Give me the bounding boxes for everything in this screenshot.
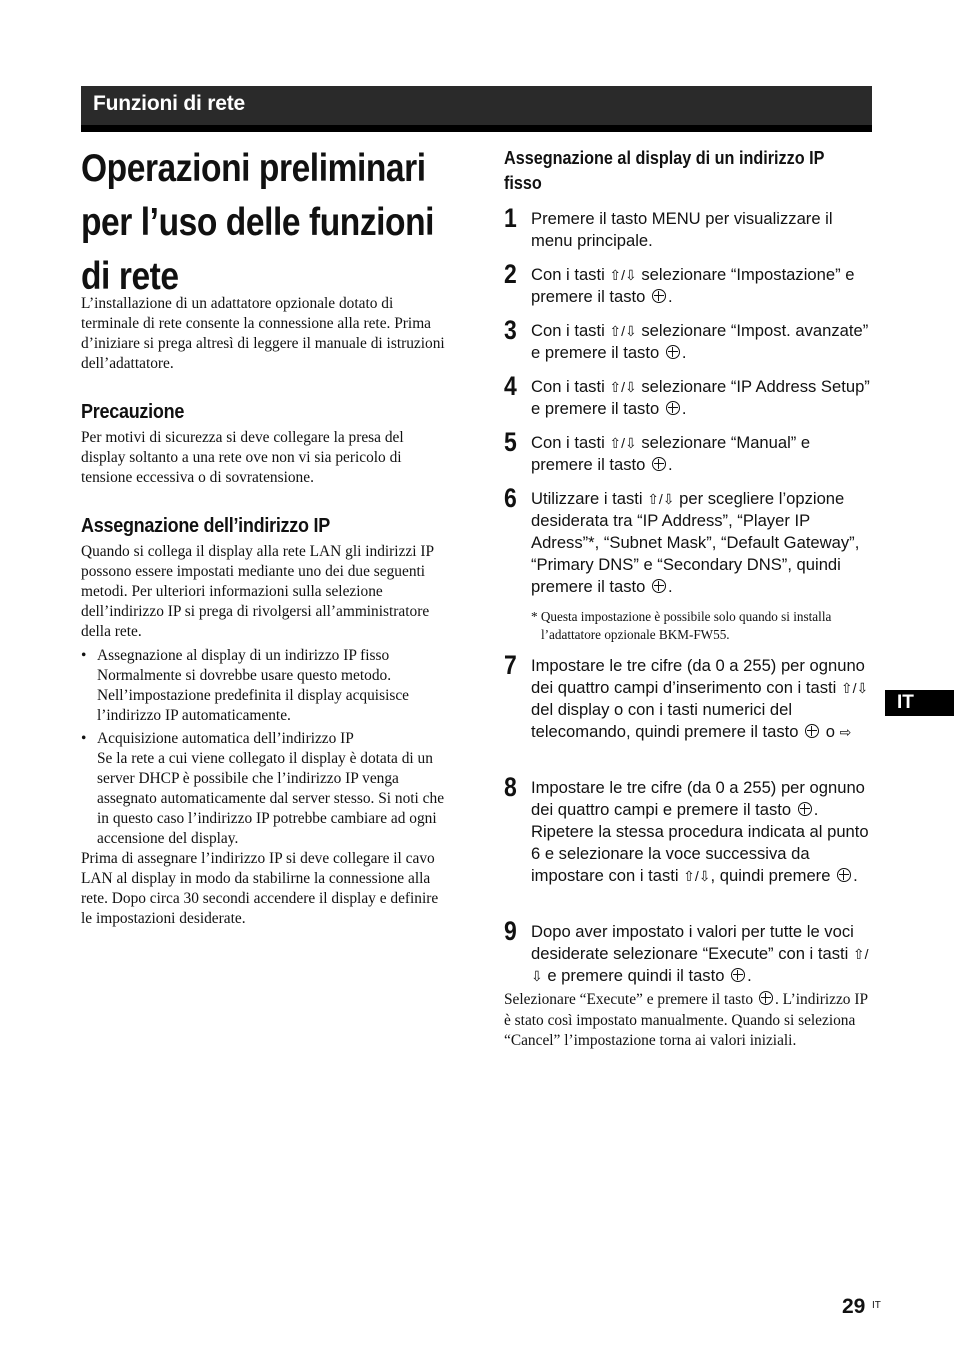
- ip-method-list: [81, 646, 451, 849]
- step-text-part: per scegliere l’opzione desiderata tra “IP Address”, “Player IP Adress”*, “Subnet Mask”, “Default Gateway”, “Primary DNS” e “Secondary DNS”, quindi premere il tasto: [531, 489, 860, 596]
- page-number: 29: [842, 1295, 866, 1318]
- fixed-ip-section: [504, 146, 874, 196]
- right-arrow-icon: ⇨: [839, 724, 852, 740]
- step-number: 9: [504, 916, 517, 946]
- precaution-text: Per motivi di sicurezza si deve collegare la presa del display soltanto a una rete ove non vi sia pericolo di tensione eccessiva o di sovratensione.: [81, 429, 404, 486]
- list-item: [81, 729, 451, 849]
- closing-paragraph: [504, 990, 874, 1052]
- up-down-arrows-icon: ⇧/⇩: [531, 946, 869, 984]
- up-down-arrows-icon: ⇧/⇩: [609, 379, 637, 395]
- page-title-line: Operazioni preliminari: [81, 147, 426, 190]
- enter-key-icon: [837, 868, 851, 882]
- list-item-title: Acquisizione automatica dell’indirizzo IP: [97, 730, 354, 747]
- step-number: 2: [504, 259, 517, 289]
- enter-key-icon: [798, 802, 812, 816]
- step-text-part: del display o con i tasti numerici del telecomando, quindi premere il tasto: [531, 700, 804, 741]
- step-text-part: . Ripetere la stessa procedura indicata al punto 6 e selezionare la voce successiva da impostare con i tasti: [531, 800, 869, 885]
- step-text: [531, 777, 874, 887]
- up-down-arrows-icon: ⇧/⇩: [609, 267, 637, 283]
- step-text-part: Con i tasti: [531, 377, 610, 396]
- bullet-dot: •: [81, 730, 87, 747]
- step-text-part: selezionare “Impost. avanzate” e premere il tasto: [531, 321, 869, 362]
- step-text-part: .: [667, 287, 673, 306]
- step-number: 3: [504, 315, 517, 345]
- step-text-part: selezionare “IP Address Setup” e premere il tasto: [531, 377, 870, 418]
- step-number: 8: [504, 772, 517, 802]
- fixed-ip-heading: Assegnazione al display di un indirizzo IP fisso: [504, 148, 825, 193]
- enter-key-icon: [652, 579, 666, 593]
- step-text: [531, 488, 874, 598]
- step-text-part: Con i tasti: [531, 321, 610, 340]
- enter-key-icon: [759, 991, 773, 1005]
- step-text-part: .: [681, 343, 687, 362]
- step-line: menu principale.: [531, 231, 653, 250]
- step-text-part: .: [681, 399, 687, 418]
- up-down-arrows-icon: ⇧/⇩: [840, 680, 869, 696]
- page-title-line: per l’uso delle funzioni: [81, 201, 435, 244]
- step-text: [531, 320, 874, 364]
- step-text-part: Dopo aver impostato i valori per tutte le voci desiderate selezionare “Execute” con i tasti: [531, 922, 854, 963]
- step-text-part: o: [821, 722, 840, 741]
- page-title-line: di rete: [81, 255, 179, 298]
- step-text-part: .: [853, 866, 858, 885]
- step-number: 4: [504, 371, 517, 401]
- step-text-part: .: [667, 455, 673, 474]
- step-number: 1: [504, 203, 517, 233]
- section-title: Funzioni di rete: [93, 92, 245, 115]
- enter-key-icon: [652, 289, 666, 303]
- enter-key-icon: [666, 401, 680, 415]
- step-text-part: e premere quindi il tasto: [542, 966, 730, 985]
- step-text: [531, 432, 874, 476]
- enter-key-icon: [666, 345, 680, 359]
- precaution-heading: Precauzione: [81, 401, 185, 423]
- step-number: 6: [504, 483, 517, 513]
- page-title: [81, 142, 459, 304]
- up-down-arrows-icon: ⇧/⇩: [683, 868, 711, 884]
- page-number-suffix: IT: [872, 1300, 881, 1311]
- up-down-arrows-icon: ⇧/⇩: [647, 491, 675, 507]
- step-text: [531, 208, 874, 252]
- list-item-text: Normalmente si dovrebbe usare questo metodo. Nell’impostazione predefinita il display acquisisce l’indirizzo IP automaticamente.: [97, 667, 409, 724]
- language-tab: IT: [885, 690, 954, 716]
- step-text: [531, 264, 874, 308]
- step-text-part: .: [747, 966, 752, 985]
- up-down-arrows-icon: ⇧/⇩: [609, 435, 637, 451]
- step-text-part: , quindi premere: [710, 866, 836, 885]
- step-text-part: Con i tasti: [531, 433, 610, 452]
- closing-text-part: . L’indirizzo IP è stato così impostato manualmente. Quando si seleziona “Cancel” l’impostazione torna ai valori iniziali.: [504, 991, 868, 1049]
- enter-key-icon: [805, 724, 819, 738]
- up-down-arrows-icon: ⇧/⇩: [609, 323, 637, 339]
- bullet-dot: •: [81, 647, 87, 664]
- step-text: [531, 921, 874, 987]
- step-text-part: Utilizzare i tasti: [531, 489, 648, 508]
- step-text-part: selezionare “Manual” e premere il tasto: [531, 433, 811, 474]
- step-line: Premere il tasto MENU per visualizzare il: [531, 209, 833, 228]
- step-text-part: Con i tasti: [531, 265, 610, 284]
- list-item-title: Assegnazione al display di un indirizzo IP fisso: [97, 647, 390, 664]
- step-text: [531, 376, 874, 420]
- section-header-rule: [81, 125, 872, 132]
- step-number: 7: [504, 650, 517, 680]
- step-text-part: .: [667, 577, 673, 596]
- list-item: [81, 646, 451, 726]
- ip-assignment-text: Quando si collega il display alla rete LAN gli indirizzi IP possono essere impostati mediante uno dei due seguenti metodi. Per ulteriori informazioni sulla selezione dell’indirizzo IP si prega di rivolgersi all’amministratore della rete.: [81, 543, 434, 640]
- step-text-part: Impostare le tre cifre (da 0 a 255) per ognuno dei quattro campi e premere il tasto: [531, 778, 865, 819]
- step-text: [531, 655, 874, 743]
- intro-paragraph: L’installazione di un adattatore opzionale dotato di terminale di rete consente la connessione alla rete. Prima d’iniziare si prega altresì di leggere il manuale di istruzioni dell’adattatore.: [81, 295, 445, 372]
- list-item-text: Se la rete a cui viene collegato il display è dotata di un server DHCP è possibile che l’indirizzo IP venga assegnato automaticamente dal server stesso. Si noti che in questo caso l’indirizzo IP potrebbe cambiare ad ogni accensione del display.: [97, 750, 445, 847]
- footnote-line: * Questa impostazione è possibile solo quando si installa: [531, 609, 832, 624]
- enter-key-icon: [731, 968, 745, 982]
- footnote-line: l’adattatore opzionale BKM-FW55.: [541, 627, 730, 642]
- closing-text-part: Selezionare “Execute” e premere il tasto: [504, 991, 757, 1008]
- footnote: [531, 608, 876, 644]
- step-text-part: selezionare “Impostazione” e premere il tasto: [531, 265, 855, 306]
- ip-assignment-heading: Assegnazione dell’indirizzo IP: [81, 515, 330, 537]
- step-text-part: Impostare le tre cifre (da 0 a 255) per ognuno dei quattro campi d’inserimento con i tasti: [531, 656, 865, 697]
- enter-key-icon: [652, 457, 666, 471]
- ip-assignment-after: Prima di assegnare l’indirizzo IP si deve collegare il cavo LAN al display in modo da stabilirne la connessione alla rete. Dopo circa 30 secondi accendere il display e definire le impostazioni desiderate.: [81, 850, 439, 927]
- step-number: 5: [504, 427, 517, 457]
